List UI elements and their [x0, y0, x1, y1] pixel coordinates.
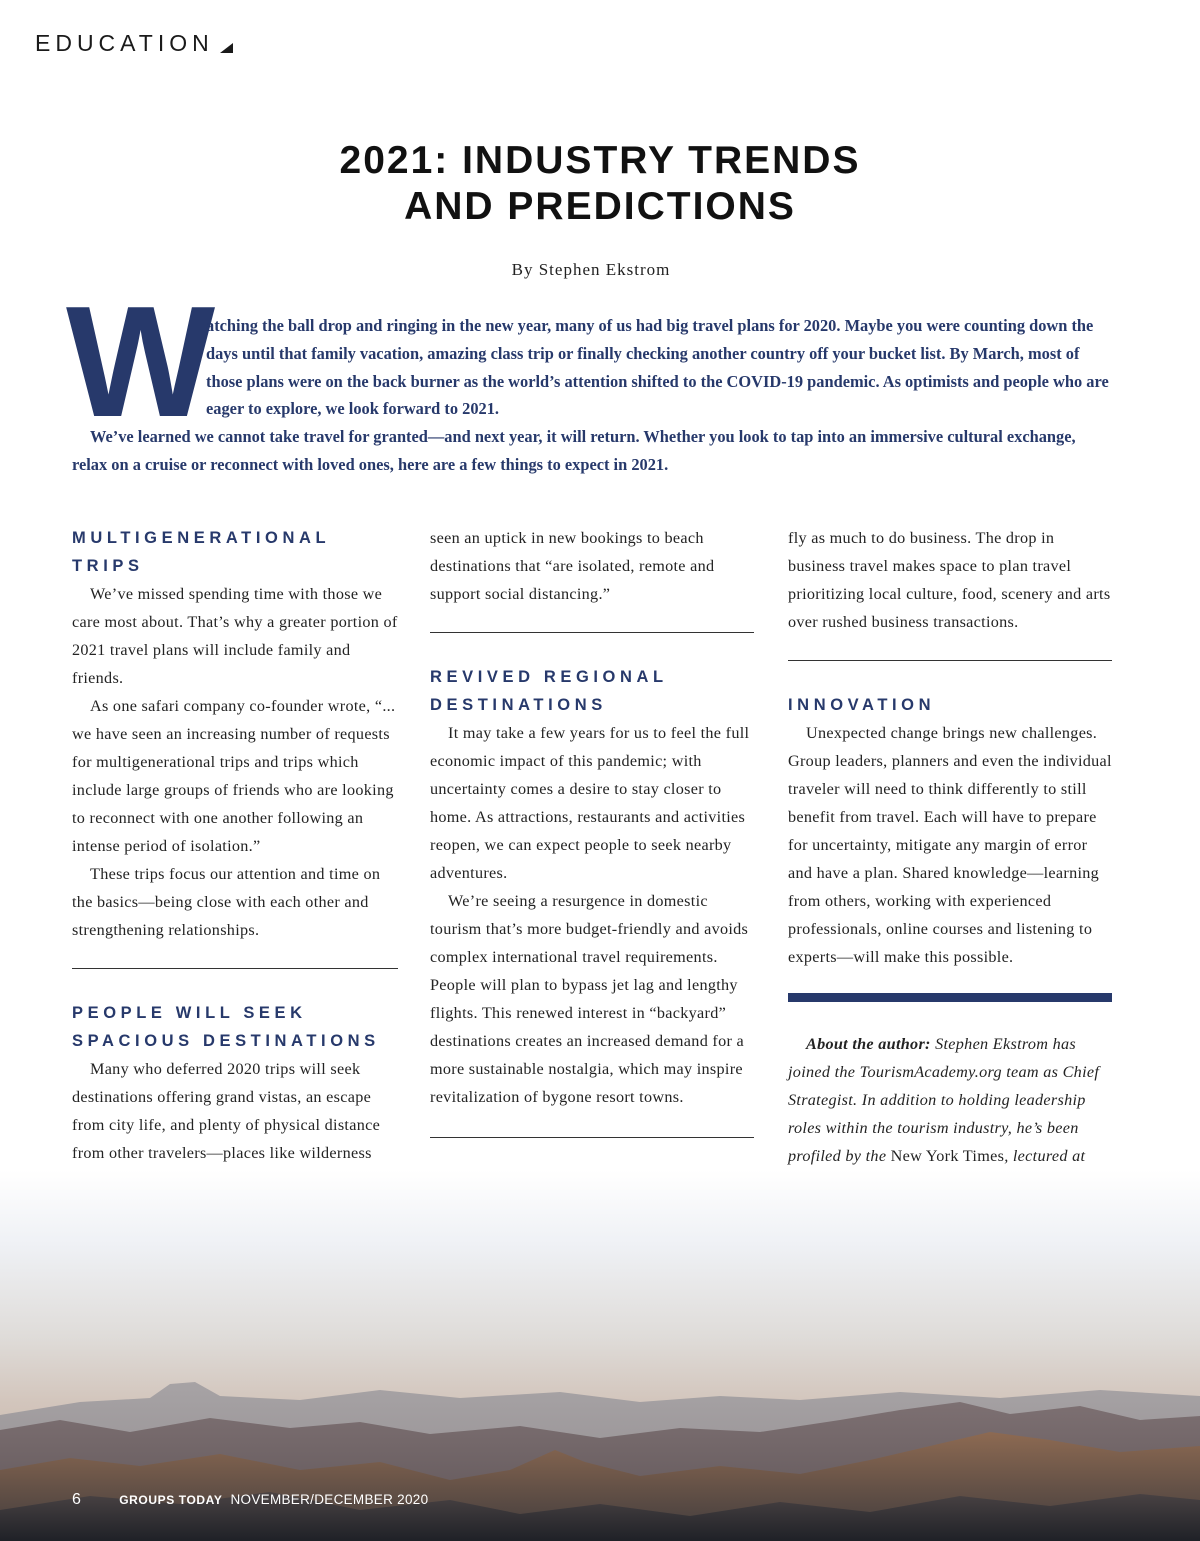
- heading-revived-regional-destinations: REVIVED REGIONAL DESTINATIONS: [430, 668, 668, 714]
- paragraph-continued: fly as much to do business. The drop in business travel makes space to plan travel prioritizing local culture, food, scenery and arts over rushed business transactions.: [788, 529, 1111, 631]
- heading-multigenerational-trips: MULTIGENERATIONAL TRIPS: [72, 529, 330, 575]
- article-title-line-2: AND PREDICTIONS: [404, 185, 796, 228]
- paragraph: We’ve missed spending time with those we care most about. That’s why a greater portion of 2021 travel plans will include family and friends.: [72, 585, 398, 687]
- page-number: 6: [72, 1491, 82, 1508]
- byline: By Stephen Ekstrom: [511, 260, 671, 279]
- column-3: [788, 524, 1112, 1256]
- paragraph: These trips focus our attention and time on the basics—being close with each other and strengthening relationships.: [72, 865, 381, 939]
- section-tag-label: EDUCATION: [35, 30, 214, 56]
- issue-date: NOVEMBER/DECEMBER 2020: [230, 1492, 429, 1507]
- article-title-line-1: 2021: INDUSTRY TRENDS: [339, 139, 861, 182]
- section-divider: [430, 632, 754, 633]
- mountain-landscape-image: [0, 1170, 1200, 1541]
- drop-cap: W: [66, 274, 216, 450]
- article-title: [0, 138, 1200, 230]
- intro-paragraph-1: atching the ball drop and ringing in the new year, many of us had big travel plans for 2020. Maybe you were counting down the days until that family vacation, amazing class trip or finally checking another country off your bucket list. By March, most of those plans were on the back burner as the world’s attention shifted to the COVID-19 pandemic. As optimists and people who are eager to explore, we look forward to 2021.: [206, 316, 1109, 419]
- page-footer: [72, 1491, 428, 1509]
- author-bio-text-1: Stephen Ekstrom has joined the TourismAcademy.org team as Chief Strategist. In addition to holding leadership roles within the tourism industry, he’s been profiled by the: [788, 1035, 1100, 1165]
- triangle-marker-icon: [220, 43, 233, 53]
- intro-block: [72, 312, 1112, 479]
- paragraph: Many who deferred 2020 trips will seek destinations offering grand vistas, an escape from city life, and plenty of physical distance from other travelers—places like wilderness: [72, 1060, 381, 1162]
- paragraph: It may take a few years for us to feel the full economic impact of this pandemic; with uncertainty comes a desire to stay closer to home. As attractions, restaurants and activities reopen, we can expect people to seek nearby adventures.: [430, 724, 750, 882]
- column-1: [72, 524, 398, 1279]
- paragraph: Unexpected change brings new challenges. Group leaders, planners and even the individual traveler will need to think differently to still benefit from travel. Each will have to prepare for uncertainty, mitigate any margin of error and have a plan. Shared knowledge—learning from others, working with experienced professionals, online courses and listening to experts—will make this possible.: [788, 724, 1112, 966]
- paragraph: As one safari company co-founder wrote, “... we have seen an increasing number of requests for multigenerational trips and trips which include large groups of friends who are looking to reconnect with one another following an intense period of isolation.”: [72, 697, 396, 855]
- intro-paragraph-2: We’ve learned we cannot take travel for granted—and next year, it will return. Whether you look to tap into an immersive cultural exchange, relax on a cruise or reconnect with loved ones, here are a few things to expect in 2021.: [72, 427, 1076, 474]
- section-divider: [72, 968, 398, 969]
- section-divider: [788, 660, 1112, 661]
- accent-bar: [788, 993, 1112, 1002]
- paragraph-continued: seen an uptick in new bookings to beach destinations that “are isolated, remote and support social distancing.”: [430, 529, 715, 603]
- publication-name: GROUPS TODAY: [119, 1493, 223, 1507]
- author-bio-text-2: , lectured at: [1004, 1147, 1086, 1165]
- author-bio-publication: New York Times: [890, 1147, 1005, 1165]
- author-bio-label: About the author:: [806, 1035, 931, 1053]
- section-divider: [430, 1137, 754, 1138]
- paragraph: We’re seeing a resurgence in domestic tourism that’s more budget-friendly and avoids complex international travel requirements. People will plan to bypass jet lag and lengthy flights. This renewed interest in “backyard” destinations creates an increased demand for a more sustainable nostalgia, which may inspire revitalization of bygone resort towns.: [430, 892, 749, 1106]
- section-tag: [35, 30, 233, 57]
- heading-spacious-destinations: PEOPLE WILL SEEK SPACIOUS DESTINATIONS: [72, 1004, 380, 1050]
- heading-innovation: INNOVATION: [788, 696, 936, 714]
